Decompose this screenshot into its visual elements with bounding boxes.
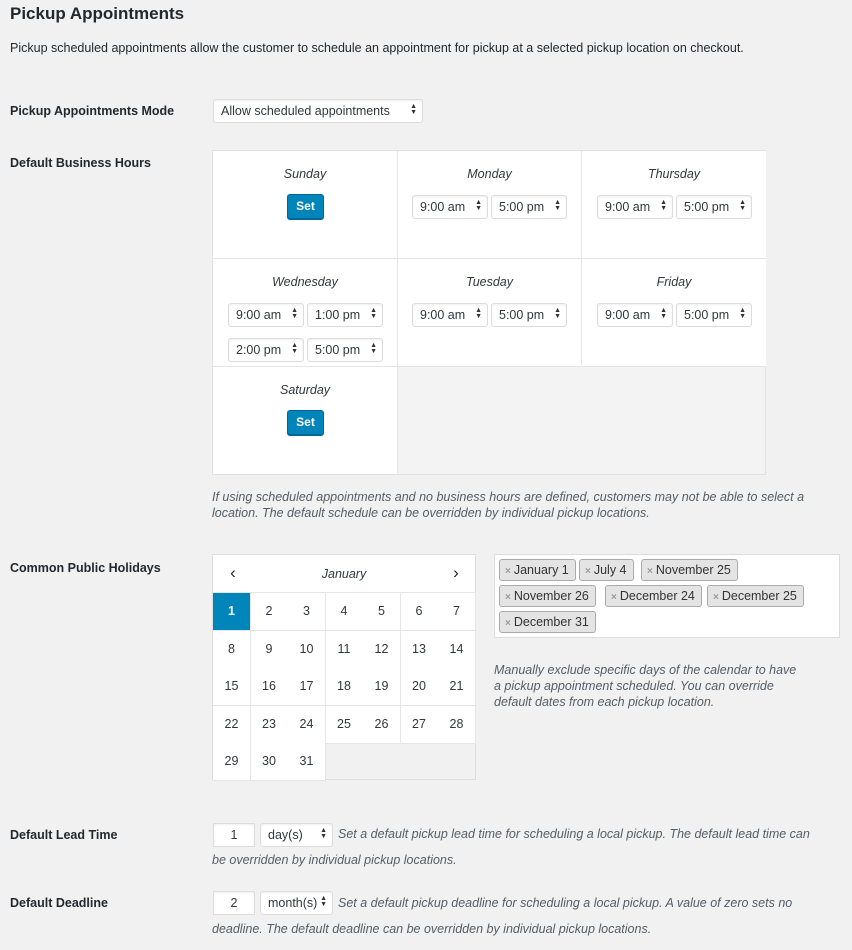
holiday-tag[interactable] bbox=[499, 559, 576, 581]
calendar-day[interactable]: 29 bbox=[213, 743, 251, 781]
select-value: 5:00 pm bbox=[499, 200, 545, 214]
day-cell-tuesday bbox=[398, 259, 582, 367]
select-value: 9:00 am bbox=[605, 200, 651, 214]
calendar-day[interactable]: 8 bbox=[213, 631, 251, 669]
calendar-day[interactable]: 11 bbox=[326, 631, 364, 669]
calendar-month: January bbox=[321, 567, 367, 581]
mode-label: Pickup Appointments Mode bbox=[10, 104, 175, 118]
calendar-day[interactable]: 28 bbox=[438, 706, 476, 744]
calendar-day[interactable]: 6 bbox=[401, 593, 439, 631]
chevron-left-icon[interactable]: ‹ bbox=[230, 563, 236, 582]
tag-label: December 25 bbox=[721, 589, 797, 603]
holidays-label: Common Public Holidays bbox=[10, 561, 161, 575]
tuesday-open-select[interactable] bbox=[412, 303, 488, 327]
select-value: 5:00 pm bbox=[499, 308, 545, 322]
calendar-header bbox=[213, 555, 475, 593]
select-arrows-icon: ▲ ▼ bbox=[739, 199, 746, 212]
calendar-day[interactable]: 15 bbox=[213, 668, 251, 706]
calendar-day[interactable]: 2 bbox=[251, 593, 289, 631]
holiday-tag[interactable] bbox=[579, 559, 634, 581]
day-name-thursday: Thursday bbox=[647, 167, 701, 181]
set-sunday-button[interactable]: Set bbox=[287, 194, 324, 219]
calendar-day[interactable]: 24 bbox=[288, 706, 326, 744]
select-arrows-icon: ▲ ▼ bbox=[475, 307, 482, 320]
calendar-day[interactable]: 5 bbox=[363, 593, 401, 631]
calendar-day[interactable]: 22 bbox=[213, 706, 251, 744]
select-value: month(s) bbox=[268, 896, 318, 910]
remove-icon[interactable]: × bbox=[611, 592, 617, 603]
thursday-close-select[interactable] bbox=[676, 195, 752, 219]
lead-time-unit-select[interactable] bbox=[260, 823, 333, 847]
remove-icon[interactable]: × bbox=[505, 566, 511, 577]
select-value: 5:00 pm bbox=[684, 308, 730, 322]
calendar-day[interactable]: 7 bbox=[438, 593, 476, 631]
calendar-day[interactable]: 16 bbox=[251, 668, 289, 706]
set-saturday-button[interactable]: Set bbox=[287, 410, 324, 435]
wednesday-open-select-2[interactable] bbox=[228, 338, 304, 362]
calendar-day[interactable]: 9 bbox=[251, 631, 289, 669]
holiday-tag[interactable] bbox=[641, 559, 738, 581]
day-cell-sunday bbox=[213, 151, 398, 259]
mode-select[interactable] bbox=[213, 99, 423, 123]
select-arrows-icon: ▲ ▼ bbox=[660, 307, 667, 320]
calendar-day[interactable]: 25 bbox=[326, 706, 364, 744]
calendar-day[interactable]: 14 bbox=[438, 631, 476, 669]
deadline-input[interactable] bbox=[213, 891, 255, 915]
tag-label: November 25 bbox=[655, 563, 731, 577]
note-line: default dates from each pickup location. bbox=[494, 695, 715, 709]
day-name-tuesday: Tuesday bbox=[465, 275, 513, 289]
select-arrows-icon: ▲ ▼ bbox=[370, 342, 377, 355]
remove-icon[interactable]: × bbox=[713, 592, 719, 603]
remove-icon[interactable]: × bbox=[505, 592, 511, 603]
select-value: 9:00 am bbox=[420, 200, 466, 214]
monday-open-select[interactable] bbox=[412, 195, 488, 219]
tag-label: December 31 bbox=[513, 615, 589, 629]
select-value: 1:00 pm bbox=[315, 308, 361, 322]
calendar-day[interactable]: 23 bbox=[251, 706, 289, 744]
chevron-right-icon[interactable]: › bbox=[453, 563, 459, 582]
calendar-day[interactable]: 13 bbox=[401, 631, 439, 669]
calendar-day[interactable]: 21 bbox=[438, 668, 476, 706]
day-cell-saturday bbox=[213, 367, 398, 474]
holiday-calendar bbox=[212, 554, 476, 780]
calendar-day[interactable]: 30 bbox=[251, 743, 289, 781]
select-value: 2:00 pm bbox=[236, 343, 282, 357]
calendar-day[interactable]: 26 bbox=[363, 706, 401, 744]
day-name-wednesday: Wednesday bbox=[272, 275, 338, 289]
select-value: day(s) bbox=[268, 828, 303, 842]
day-cell-thursday bbox=[582, 151, 766, 259]
wednesday-close-select-2[interactable] bbox=[307, 338, 383, 362]
calendar-day[interactable]: 20 bbox=[401, 668, 439, 706]
deadline-unit-select[interactable] bbox=[260, 891, 333, 915]
wednesday-close-select-1[interactable] bbox=[307, 303, 383, 327]
select-arrows-icon: ▲ ▼ bbox=[739, 307, 746, 320]
select-arrows-icon: ▲ ▼ bbox=[291, 342, 298, 355]
thursday-open-select[interactable] bbox=[597, 195, 673, 219]
lead-time-input[interactable] bbox=[213, 823, 255, 847]
tag-label: November 26 bbox=[513, 589, 589, 603]
friday-open-select[interactable] bbox=[597, 303, 673, 327]
lead-time-note-2: be overridden by individual pickup locations. bbox=[212, 853, 457, 867]
select-arrows-icon: ▲ ▼ bbox=[320, 895, 327, 908]
remove-icon[interactable]: × bbox=[505, 618, 511, 629]
holiday-tag[interactable] bbox=[707, 585, 804, 607]
calendar-day[interactable]: 19 bbox=[363, 668, 401, 706]
tag-label: January 1 bbox=[513, 563, 569, 577]
calendar-day[interactable]: 17 bbox=[288, 668, 326, 706]
tag-label: December 24 bbox=[619, 589, 695, 603]
page-description: Pickup scheduled appointments allow the customer to schedule an appointment for pickup at a selected pickup location on checkout. bbox=[10, 41, 744, 55]
calendar-day[interactable]: 18 bbox=[326, 668, 364, 706]
select-value: 9:00 am bbox=[605, 308, 651, 322]
monday-close-select[interactable] bbox=[491, 195, 567, 219]
holiday-tags-input[interactable] bbox=[494, 554, 840, 638]
remove-icon[interactable]: × bbox=[585, 566, 591, 577]
tag-label: July 4 bbox=[593, 563, 627, 577]
day-name-monday: Monday bbox=[467, 167, 512, 181]
deadline-note-2: deadline. The default deadline can be overridden by individual pickup locations. bbox=[212, 922, 652, 936]
calendar-day[interactable]: 3 bbox=[288, 593, 326, 631]
calendar-day[interactable]: 27 bbox=[401, 706, 439, 744]
holidays-note bbox=[494, 662, 796, 710]
note-line: a pickup appointment scheduled. You can override bbox=[494, 679, 774, 693]
business-hours-label: Default Business Hours bbox=[10, 156, 152, 170]
select-value: 5:00 pm bbox=[315, 343, 361, 357]
select-value: 9:00 am bbox=[420, 308, 466, 322]
select-arrows-icon: ▲ ▼ bbox=[554, 199, 561, 212]
holiday-tag[interactable] bbox=[605, 585, 702, 607]
day-name-sunday: Sunday bbox=[283, 167, 327, 181]
select-value: 5:00 pm bbox=[684, 200, 730, 214]
calendar-day[interactable]: 1 bbox=[213, 593, 251, 631]
select-arrows-icon: ▲ ▼ bbox=[554, 307, 561, 320]
select-arrows-icon: ▲ ▼ bbox=[320, 827, 327, 840]
calendar-day[interactable]: 10 bbox=[288, 631, 326, 669]
calendar-day[interactable]: 4 bbox=[326, 593, 364, 631]
lead-time-label: Default Lead Time bbox=[10, 828, 118, 842]
select-arrows-icon: ▲ ▼ bbox=[410, 103, 417, 116]
deadline-label: Default Deadline bbox=[10, 896, 108, 910]
note-line: Manually exclude specific days of the calendar to have bbox=[494, 663, 797, 677]
holiday-tag[interactable] bbox=[499, 585, 596, 607]
calendar-day[interactable]: 31 bbox=[288, 743, 326, 781]
select-arrows-icon: ▲ ▼ bbox=[291, 307, 298, 320]
tuesday-close-select[interactable] bbox=[491, 303, 567, 327]
mode-select-value: Allow scheduled appointments bbox=[221, 104, 390, 118]
day-name-friday: Friday bbox=[656, 275, 692, 289]
holiday-tag[interactable] bbox=[499, 611, 596, 633]
select-arrows-icon: ▲ ▼ bbox=[475, 199, 482, 212]
note-line: location. The default schedule can be overridden by individual pickup locations. bbox=[212, 506, 650, 520]
friday-close-select[interactable] bbox=[676, 303, 752, 327]
deadline-note-1: Set a default pickup deadline for scheduling a local pickup. A value of zero sets no bbox=[338, 896, 793, 910]
page-title: Pickup Appointments bbox=[10, 4, 185, 23]
day-name-saturday: Saturday bbox=[279, 383, 331, 397]
select-arrows-icon: ▲ ▼ bbox=[660, 199, 667, 212]
lead-time-note-1: Set a default pickup lead time for scheduling a local pickup. The default lead time can bbox=[338, 827, 810, 841]
day-cell-monday bbox=[398, 151, 582, 259]
day-cell-wednesday bbox=[213, 259, 398, 367]
business-hours-note bbox=[212, 489, 804, 521]
wednesday-open-select-1[interactable] bbox=[228, 303, 304, 327]
calendar-day[interactable]: 12 bbox=[363, 631, 401, 669]
remove-icon[interactable]: × bbox=[647, 566, 653, 577]
note-line: If using scheduled appointments and no business hours are defined, customers may not be able to select a bbox=[212, 490, 805, 504]
day-cell-friday bbox=[582, 259, 766, 367]
business-hours-grid bbox=[212, 150, 766, 475]
select-arrows-icon: ▲ ▼ bbox=[370, 307, 377, 320]
select-value: 9:00 am bbox=[236, 308, 282, 322]
